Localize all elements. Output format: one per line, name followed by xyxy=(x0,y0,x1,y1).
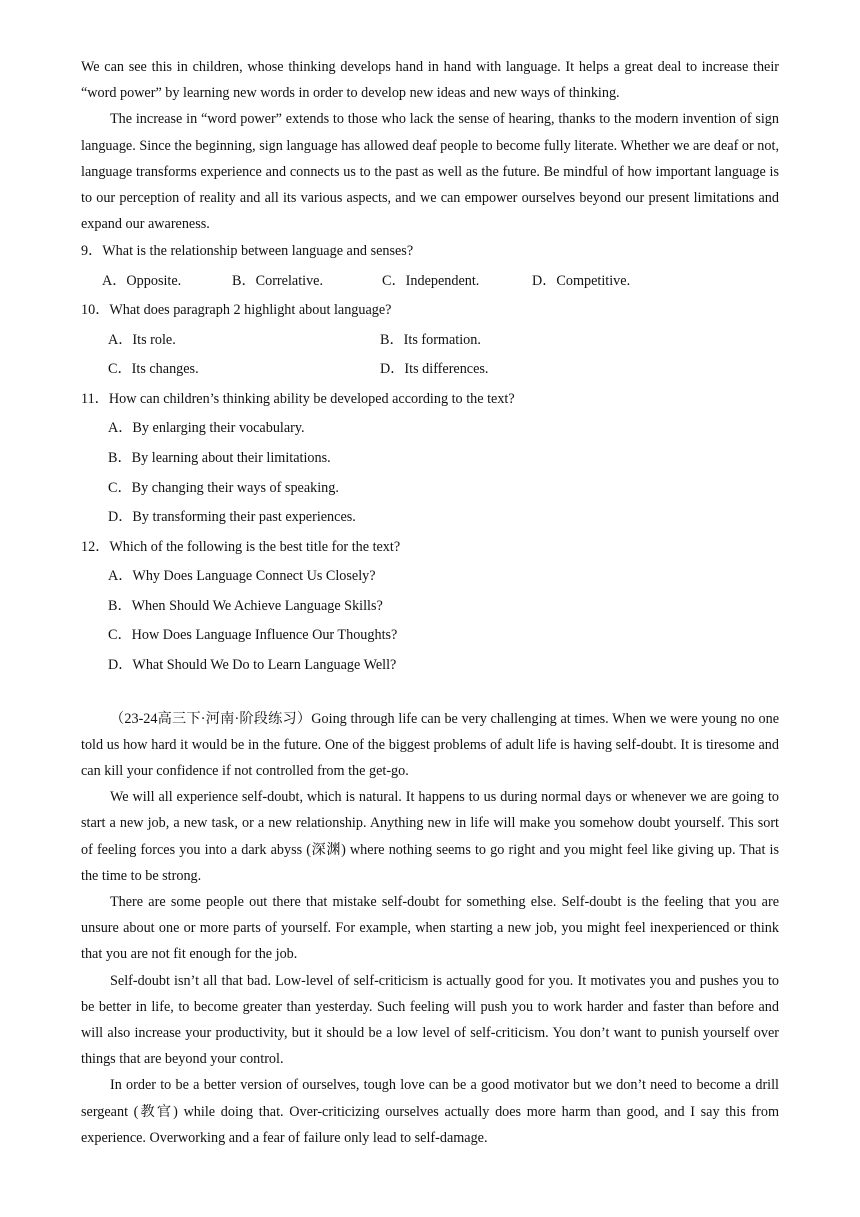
question-stem: 11．How can children’s thinking ability be developed according to the text? xyxy=(81,391,515,408)
option-row xyxy=(81,355,779,385)
question-stem: 12．Which of the following is the best title for the text? xyxy=(81,538,401,555)
passage2-paragraph-4: Self-doubt isn’t all that bad. Low-level of self-criticism is actually good for you. It motivates you and pushes you to be better in life, to become greater than yesterday. Such feeling will push you to work harder and faster than before and will also increase your productivity, but it should be a low level of self-criticism. You don’t want to punish yourself over things that are beyond your control. xyxy=(81,972,779,1068)
option-c: C．How Does Language Influence Our Thoughts? xyxy=(108,627,398,644)
question-10 xyxy=(81,296,779,385)
question-stem: 10．What does paragraph 2 highlight about language? xyxy=(81,302,392,319)
option-d: D．Competitive. xyxy=(532,272,631,289)
question-9 xyxy=(81,237,779,296)
passage2-paragraph-1-text: Going through life can be very challenging at times. When we were young no one told us how hard it would be in the future. One of the biggest problems of adult life is having self-doubt. It is tiresome and can kill your confidence if not controlled from the get-go. xyxy=(81,710,779,779)
option-a: A．By enlarging their vocabulary. xyxy=(108,420,305,437)
passage2-source: （23-24高三下·河南·阶段练习） xyxy=(110,710,312,727)
option-c: C．Its changes. xyxy=(108,361,199,378)
question-stem: 9．What is the relationship between language and senses? xyxy=(81,243,414,260)
passage1-paragraph-2: The increase in “word power” extends to those who lack the sense of hearing, thanks to the modern invention of sign language. Since the beginning, sign language has allowed deaf people to become fully literate. Whether we are deaf or not, language transforms experience and connects us to the past as well as the future. Be mindful of how important language is to our perception of reality and all its various aspects, and we can empower ourselves beyond our present limitations and expand our awareness. xyxy=(81,111,779,233)
option-d: D．Its differences. xyxy=(380,361,489,378)
document-page xyxy=(81,54,779,1151)
option-b: B．Correlative. xyxy=(232,272,324,289)
option-a: A．Opposite. xyxy=(102,272,182,289)
option-b: B．Its formation. xyxy=(380,331,481,348)
option-b: B．By learning about their limitations. xyxy=(108,450,331,467)
option-a: A．Why Does Language Connect Us Closely? xyxy=(108,568,376,585)
passage1-paragraph-1: We can see this in children, whose thinking develops hand in hand with language. It helps a great deal to increase their “word power” by learning new words in order to develop new ideas and new ways of thinking. xyxy=(81,59,779,102)
option-a: A．Its role. xyxy=(108,331,176,348)
option-c: C．By changing their ways of speaking. xyxy=(108,479,339,496)
passage2-paragraph-1 xyxy=(81,706,779,785)
passage2-paragraph-5: In order to be a better version of ourselves, tough love can be a good motivator but we don’t need to become a drill sergeant (教官) while doing that. Over-criticizing ourselves actually does more harm than good, and I say this from experience. Overworking and a fear of failure only lead to self-damage. xyxy=(81,1077,779,1146)
passage2-paragraph-3: There are some people out there that mistake self-doubt for something else. Self-doubt is the feeling that you are unsure about one or more parts of yourself. For example, when starting a new job, you might feel inexperienced or think that you are not fit enough for the job. xyxy=(81,894,779,963)
section-spacer xyxy=(81,681,779,706)
option-c: C．Independent. xyxy=(382,272,480,289)
option-b: B．When Should We Achieve Language Skills? xyxy=(108,597,383,614)
option-row xyxy=(81,267,779,297)
passage2-paragraph-2: We will all experience self-doubt, which is natural. It happens to us during normal days or whenever we are going to start a new job, a new task, or a new relationship. Anything new in life will make you somehow doubt yourself. This sort of feeling forces you into a dark abyss (深渊) where nothing seems to go right and you might feel like giving up. That is the time to be strong. xyxy=(81,789,779,884)
option-row xyxy=(81,326,779,356)
option-d: D．By transforming their past experiences. xyxy=(108,509,356,526)
question-12 xyxy=(81,533,779,681)
option-d: D．What Should We Do to Learn Language Well? xyxy=(108,656,397,673)
question-11 xyxy=(81,385,779,533)
